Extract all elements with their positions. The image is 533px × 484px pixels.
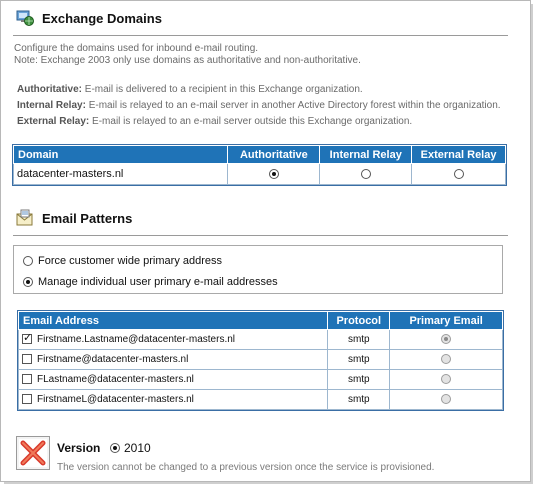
domains-table xyxy=(13,145,506,185)
email-patterns-header xyxy=(16,209,132,227)
email-checkbox[interactable] xyxy=(22,354,32,364)
version-value: 2010 xyxy=(124,441,151,455)
pattern-options-panel xyxy=(13,245,503,294)
option-label: Force customer wide primary address xyxy=(38,255,223,267)
table-row xyxy=(19,370,503,390)
definition-term: Internal Relay: xyxy=(17,100,86,111)
column-protocol: Protocol xyxy=(328,312,390,330)
protocol: smtp xyxy=(328,390,390,410)
definition-internal-relay xyxy=(17,100,501,111)
force-primary-option[interactable] xyxy=(23,255,222,267)
column-primary-email: Primary Email xyxy=(390,312,503,330)
email-checkbox[interactable] xyxy=(22,374,32,384)
column-domain: Domain xyxy=(14,146,228,164)
exchange-logo-icon xyxy=(16,436,50,470)
table-row xyxy=(14,164,506,185)
globe-network-icon xyxy=(16,9,34,27)
email-address-cell xyxy=(19,330,328,350)
primary-email-cell xyxy=(390,370,503,390)
email-address-cell xyxy=(19,370,328,390)
primary-email-radio[interactable] xyxy=(441,354,451,364)
manage-individual-option[interactable] xyxy=(23,276,278,288)
column-authoritative: Authoritative xyxy=(228,146,320,164)
definition-text: E-mail is relayed to an e-mail server in another Active Directory forest within the organization. xyxy=(88,100,501,111)
definition-authoritative xyxy=(17,84,363,95)
external-relay-radio[interactable] xyxy=(454,169,464,179)
manage-individual-radio[interactable] xyxy=(23,277,33,287)
section-divider xyxy=(13,235,508,236)
email-address-cell xyxy=(19,390,328,410)
primary-email-radio[interactable] xyxy=(441,374,451,384)
email-address: FirstnameL@datacenter-masters.nl xyxy=(37,394,194,405)
exchange-domains-header xyxy=(16,9,162,27)
definition-term: Authoritative: xyxy=(17,84,82,95)
section-divider xyxy=(13,35,508,36)
column-external-relay: External Relay xyxy=(412,146,506,164)
email-patterns-title: Email Patterns xyxy=(42,210,133,226)
email-addresses-table xyxy=(18,311,503,410)
email-address: FLastname@datacenter-masters.nl xyxy=(37,374,194,385)
email-checkbox[interactable] xyxy=(22,394,32,404)
force-primary-radio[interactable] xyxy=(23,256,33,266)
exchange-domains-title: Exchange Domains xyxy=(42,10,162,26)
authoritative-radio[interactable] xyxy=(269,169,279,179)
version-2010-option[interactable] xyxy=(110,441,151,455)
authoritative-cell xyxy=(228,164,320,185)
envelope-icon xyxy=(16,209,34,227)
internal-relay-cell xyxy=(320,164,412,185)
exchange-description-1: Configure the domains used for inbound e-mail routing. xyxy=(14,43,259,54)
protocol: smtp xyxy=(328,370,390,390)
email-address: Firstname.Lastname@datacenter-masters.nl xyxy=(37,334,236,345)
definition-text: E-mail is relayed to an e-mail server outside this Exchange organization. xyxy=(92,116,413,127)
table-row xyxy=(19,330,503,350)
primary-email-radio[interactable] xyxy=(441,334,451,344)
column-internal-relay: Internal Relay xyxy=(320,146,412,164)
email-checkbox[interactable] xyxy=(22,334,32,344)
protocol: smtp xyxy=(328,350,390,370)
primary-email-cell xyxy=(390,330,503,350)
table-row xyxy=(19,350,503,370)
exchange-description-2: Note: Exchange 2003 only use domains as authoritative and non-authoritative. xyxy=(14,55,361,66)
internal-relay-radio[interactable] xyxy=(361,169,371,179)
protocol: smtp xyxy=(328,330,390,350)
table-row xyxy=(19,390,503,410)
email-address: Firstname@datacenter-masters.nl xyxy=(37,354,189,365)
definition-text: E-mail is delivered to a recipient in this Exchange organization. xyxy=(84,84,363,95)
external-relay-cell xyxy=(412,164,506,185)
version-note: The version cannot be changed to a previous version once the service is provisioned. xyxy=(57,462,435,473)
version-label: Version xyxy=(57,441,101,455)
email-address-cell xyxy=(19,350,328,370)
primary-email-cell xyxy=(390,390,503,410)
column-email-address: Email Address xyxy=(19,312,328,330)
definition-term: External Relay: xyxy=(17,116,90,127)
version-radio[interactable] xyxy=(110,443,120,453)
domain-name: datacenter-masters.nl xyxy=(14,164,228,185)
primary-email-radio[interactable] xyxy=(441,394,451,404)
option-label: Manage individual user primary e-mail addresses xyxy=(38,276,278,288)
primary-email-cell xyxy=(390,350,503,370)
definition-external-relay xyxy=(17,116,412,127)
